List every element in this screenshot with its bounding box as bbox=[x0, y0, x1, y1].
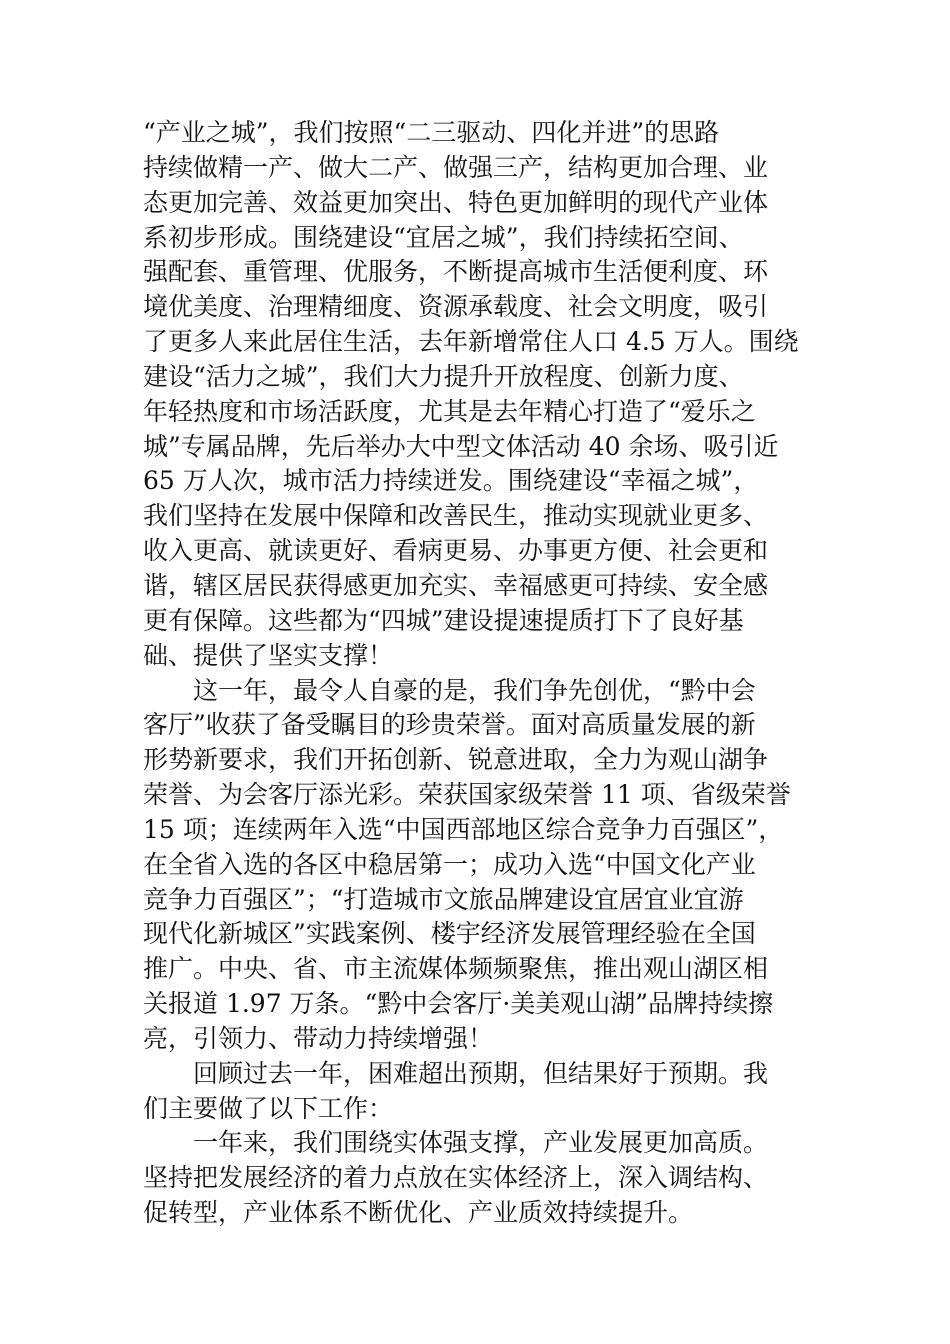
text-line: 客厅”收获了备受瞩目的珍贵荣誉。面对高质量发展的新 bbox=[143, 710, 756, 740]
text-line: 强配套、重管理、优服务，不断提高城市生活便利度、环 bbox=[143, 257, 769, 287]
text-line: 回顾过去一年，困难超出预期，但结果好于预期。我 bbox=[193, 1058, 769, 1088]
text-line: 现代化新城区”实践案例、楼宇经济发展管理经验在全国 bbox=[143, 919, 756, 949]
text-line: 更有保障。这些都为“四城”建设提速提质打下了良好基 bbox=[143, 605, 744, 635]
text-line: 系初步形成。围绕建设“宜居之城”，我们持续拓空间、 bbox=[143, 222, 744, 252]
text-line: 我们坚持在发展中保障和改善民生，推动实现就业更多、 bbox=[143, 501, 769, 531]
text-line: 促转型，产业体系不断优化、产业质效持续提升。 bbox=[143, 1198, 694, 1228]
text-line: 收入更高、就读更好、看病更易、办事更方便、社会更和 bbox=[143, 536, 769, 566]
text-line: 竞争力百强区”；“打造城市文旅品牌建设宜居宜业宜游 bbox=[143, 884, 744, 914]
text-line: 荣誉、为会客厅添光彩。荣获国家级荣誉 11 项、省级荣誉 bbox=[143, 780, 791, 810]
text-line: 形势新要求，我们开拓创新、锐意进取，全力为观山湖争 bbox=[143, 745, 769, 775]
text-line: 亮，引领力、带动力持续增强！ bbox=[143, 1023, 494, 1053]
document-body bbox=[143, 116, 813, 1231]
text-line: 境优美度、治理精细度、资源承载度、社会文明度，吸引 bbox=[143, 292, 769, 322]
text-line: 础、提供了坚实支撑！ bbox=[143, 640, 394, 670]
text-line: 谐，辖区居民获得感更加充实、幸福感更可持续、安全感 bbox=[143, 570, 769, 600]
text-line: 坚持把发展经济的着力点放在实体经济上，深入调结构、 bbox=[143, 1163, 769, 1193]
text-line: 了更多人来此居住生活，去年新增常住人口 4.5 万人。围绕 bbox=[143, 327, 799, 357]
text-line: 推广。中央、省、市主流媒体频频聚焦，推出观山湖区相 bbox=[143, 954, 769, 984]
text-line: 持续做精一产、做大二产、做强三产，结构更加合理、业 bbox=[143, 152, 769, 182]
text-line: 这一年，最令人自豪的是，我们争先创优，“黔中会 bbox=[193, 675, 756, 705]
text-line: “产业之城”，我们按照“二三驱动、四化并进”的思路 bbox=[143, 118, 720, 147]
text-line: 关报道 1.97 万条。“黔中会客厅·美美观山湖”品牌持续擦 bbox=[143, 989, 774, 1019]
text-line: 一年来，我们围绕实体强支撑，产业发展更加高质。 bbox=[193, 1128, 769, 1158]
text-line: 年轻热度和市场活跃度，尤其是去年精心打造了“爱乐之 bbox=[143, 396, 756, 426]
text-line: 们主要做了以下工作： bbox=[143, 1093, 394, 1123]
text-line: 65 万人次，城市活力持续迸发。围绕建设“幸福之城”， bbox=[143, 466, 759, 496]
text-line: 态更加完善、效益更加突出、特色更加鲜明的现代产业体 bbox=[143, 187, 769, 217]
text-line: 建设“活力之城”，我们大力提升开放程度、创新力度、 bbox=[143, 361, 744, 391]
text-line: 15 项；连续两年入选“中国西部地区综合竞争力百强区”， bbox=[143, 814, 784, 844]
text-line: 在全省入选的各区中稳居第一；成功入选“中国文化产业 bbox=[143, 849, 756, 879]
text-line: 城”专属品牌，先后举办大中型文体活动 40 余场、吸引近 bbox=[143, 431, 779, 461]
